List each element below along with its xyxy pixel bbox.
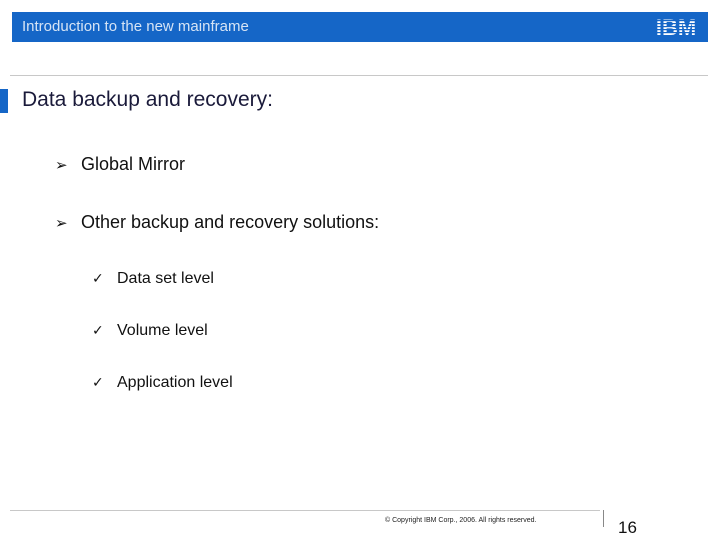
header-bar — [12, 12, 708, 42]
copyright-text: © Copyright IBM Corp., 2006. All rights reserved. — [385, 517, 537, 524]
title-accent-bar — [0, 89, 8, 113]
sub-bullet-text: Application level — [117, 374, 233, 391]
bullet-global-mirror — [55, 154, 185, 175]
checkmark-icon: ✓ — [92, 271, 104, 287]
sub-bullet-text: Data set level — [117, 270, 214, 287]
checkmark-icon: ✓ — [92, 323, 104, 339]
bullet-other-solutions — [55, 212, 379, 233]
header-title: Introduction to the new mainframe — [22, 18, 249, 35]
header-divider — [10, 75, 708, 76]
checkmark-icon: ✓ — [92, 375, 104, 391]
slide-title: Data backup and recovery: — [22, 88, 273, 111]
ibm-logo-icon — [654, 15, 698, 39]
footer-divider — [10, 510, 600, 511]
bullet-text: Global Mirror — [81, 154, 186, 174]
arrow-bullet-icon: ➢ — [55, 213, 68, 232]
sub-bullet-application-level — [92, 374, 233, 392]
sub-bullet-data-set-level — [92, 270, 214, 288]
arrow-bullet-icon: ➢ — [55, 155, 68, 174]
bullet-text: Other backup and recovery solutions: — [81, 212, 380, 232]
sub-bullet-volume-level — [92, 322, 208, 340]
sub-bullet-text: Volume level — [117, 322, 208, 339]
page-number-separator — [603, 510, 604, 527]
page-number: 16 — [618, 518, 637, 537]
